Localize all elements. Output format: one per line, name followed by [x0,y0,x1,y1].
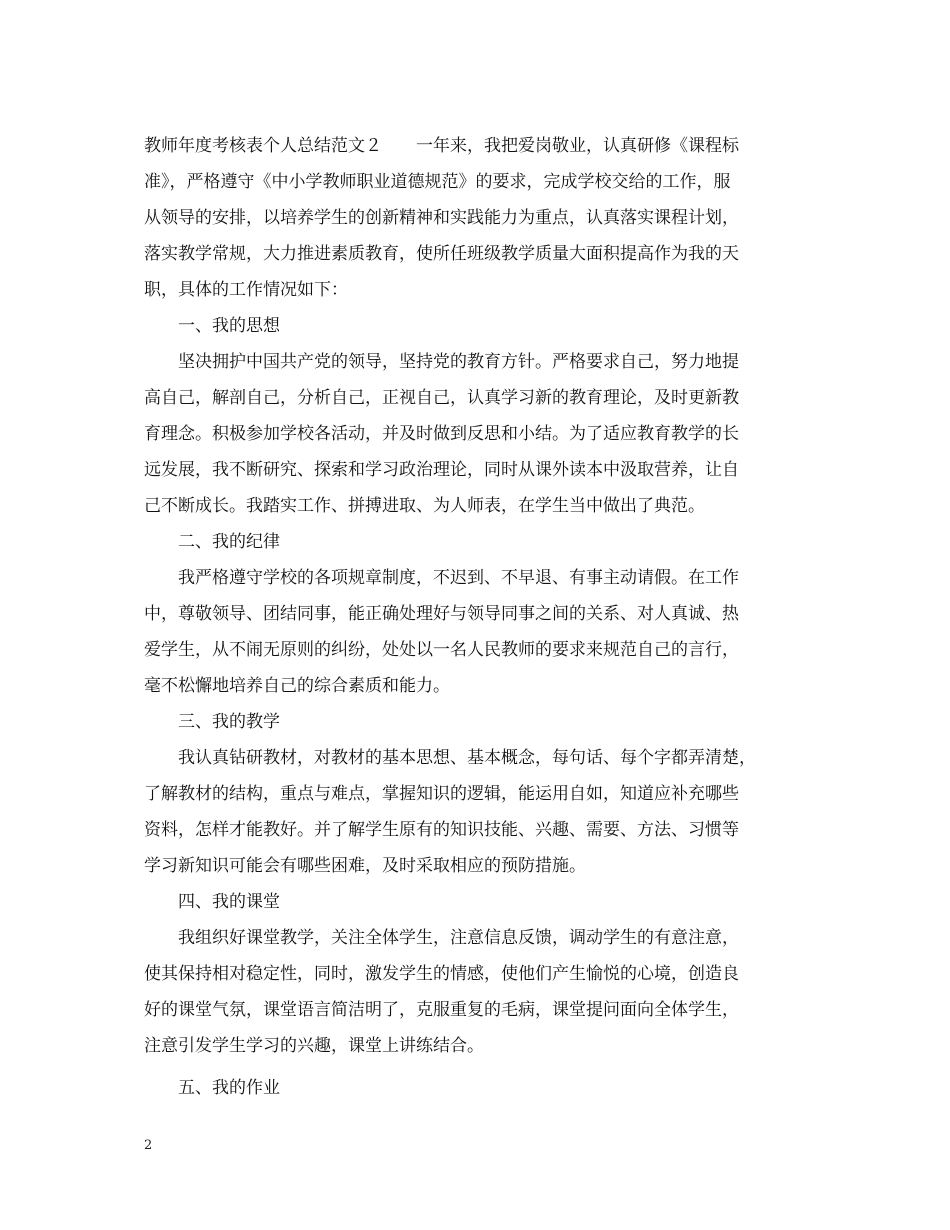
section-heading-discipline: 二、我的纪律 [178,532,280,552]
body-line: 高自己，解剖自己，分析自己，正视自己，认真学习新的教育理论，及时更新教 [144,388,739,408]
body-line: 毫不松懈地培养自己的综合素质和能力。 [144,676,450,696]
body-line: 注意引发学生学习的兴趣，课堂上讲练结合。 [144,1036,484,1056]
page-number: 2 [144,1138,153,1153]
body-line: 好的课堂气氛，课堂语言简洁明了，克服重复的毛病，课堂提问面向全体学生， [144,1000,739,1020]
section-heading-thought: 一、我的思想 [178,316,280,336]
body-line: 准》，严格遵守《中小学教师职业道德规范》的要求，完成学校交给的工作，服 [144,172,731,192]
body-line: 我严格遵守学校的各项规章制度，不迟到、不早退、有事主动请假。在工作 [178,568,739,588]
body-line: 坚决拥护中国共产党的领导，坚持党的教育方针。严格要求自己，努力地提 [178,352,739,372]
body-line: 教师年度考核表个人总结范文２ 一年来，我把爱岗敬业，认真研修《课程标 [144,136,739,156]
body-line: 从领导的安排，以培养学生的创新精神和实践能力为重点，认真落实课程计划， [144,208,739,228]
body-line: 育理念。积极参加学校各活动，并及时做到反思和小结。为了适应教育教学的长 [144,424,739,444]
body-line: 了解教材的结构，重点与难点，掌握知识的逻辑，能运用自如，知道应补充哪些 [144,784,739,804]
body-line: 远发展，我不断研究、探索和学习政治理论，同时从课外读本中汲取营养，让自 [144,460,739,480]
section-heading-teaching: 三、我的教学 [178,712,280,732]
body-line: 资料，怎样才能教好。并了解学生原有的知识技能、兴趣、需要、方法、习惯等 [144,820,739,840]
section-heading-classroom: 四、我的课堂 [178,892,280,912]
body-line: 职，具体的工作情况如下： [144,280,348,300]
body-line: 己不断成长。我踏实工作、拼搏进取、为人师表，在学生当中做出了典范。 [144,496,705,516]
body-line: 学习新知识可能会有哪些困难，及时采取相应的预防措施。 [144,856,586,876]
body-line: 使其保持相对稳定性，同时，激发学生的情感，使他们产生愉悦的心境，创造良 [144,964,739,984]
document-body [144,128,809,1106]
body-line: 我组织好课堂教学，关注全体学生，注意信息反馈，调动学生的有意注意， [178,928,739,948]
body-line: 中，尊敬领导、团结同事，能正确处理好与领导同事之间的关系、对人真诚、热 [144,604,739,624]
body-line: 落实教学常规，大力推进素质教育，使所任班级教学质量大面积提高作为我的天 [144,244,739,264]
body-line: 爱学生，从不闹无原则的纠纷，处处以一名人民教师的要求来规范自己的言行， [144,640,739,660]
section-heading-homework: 五、我的作业 [178,1078,280,1098]
body-line: 我认真钻研教材，对教材的基本思想、基本概念，每句话、每个字都弄清楚， [178,748,756,768]
